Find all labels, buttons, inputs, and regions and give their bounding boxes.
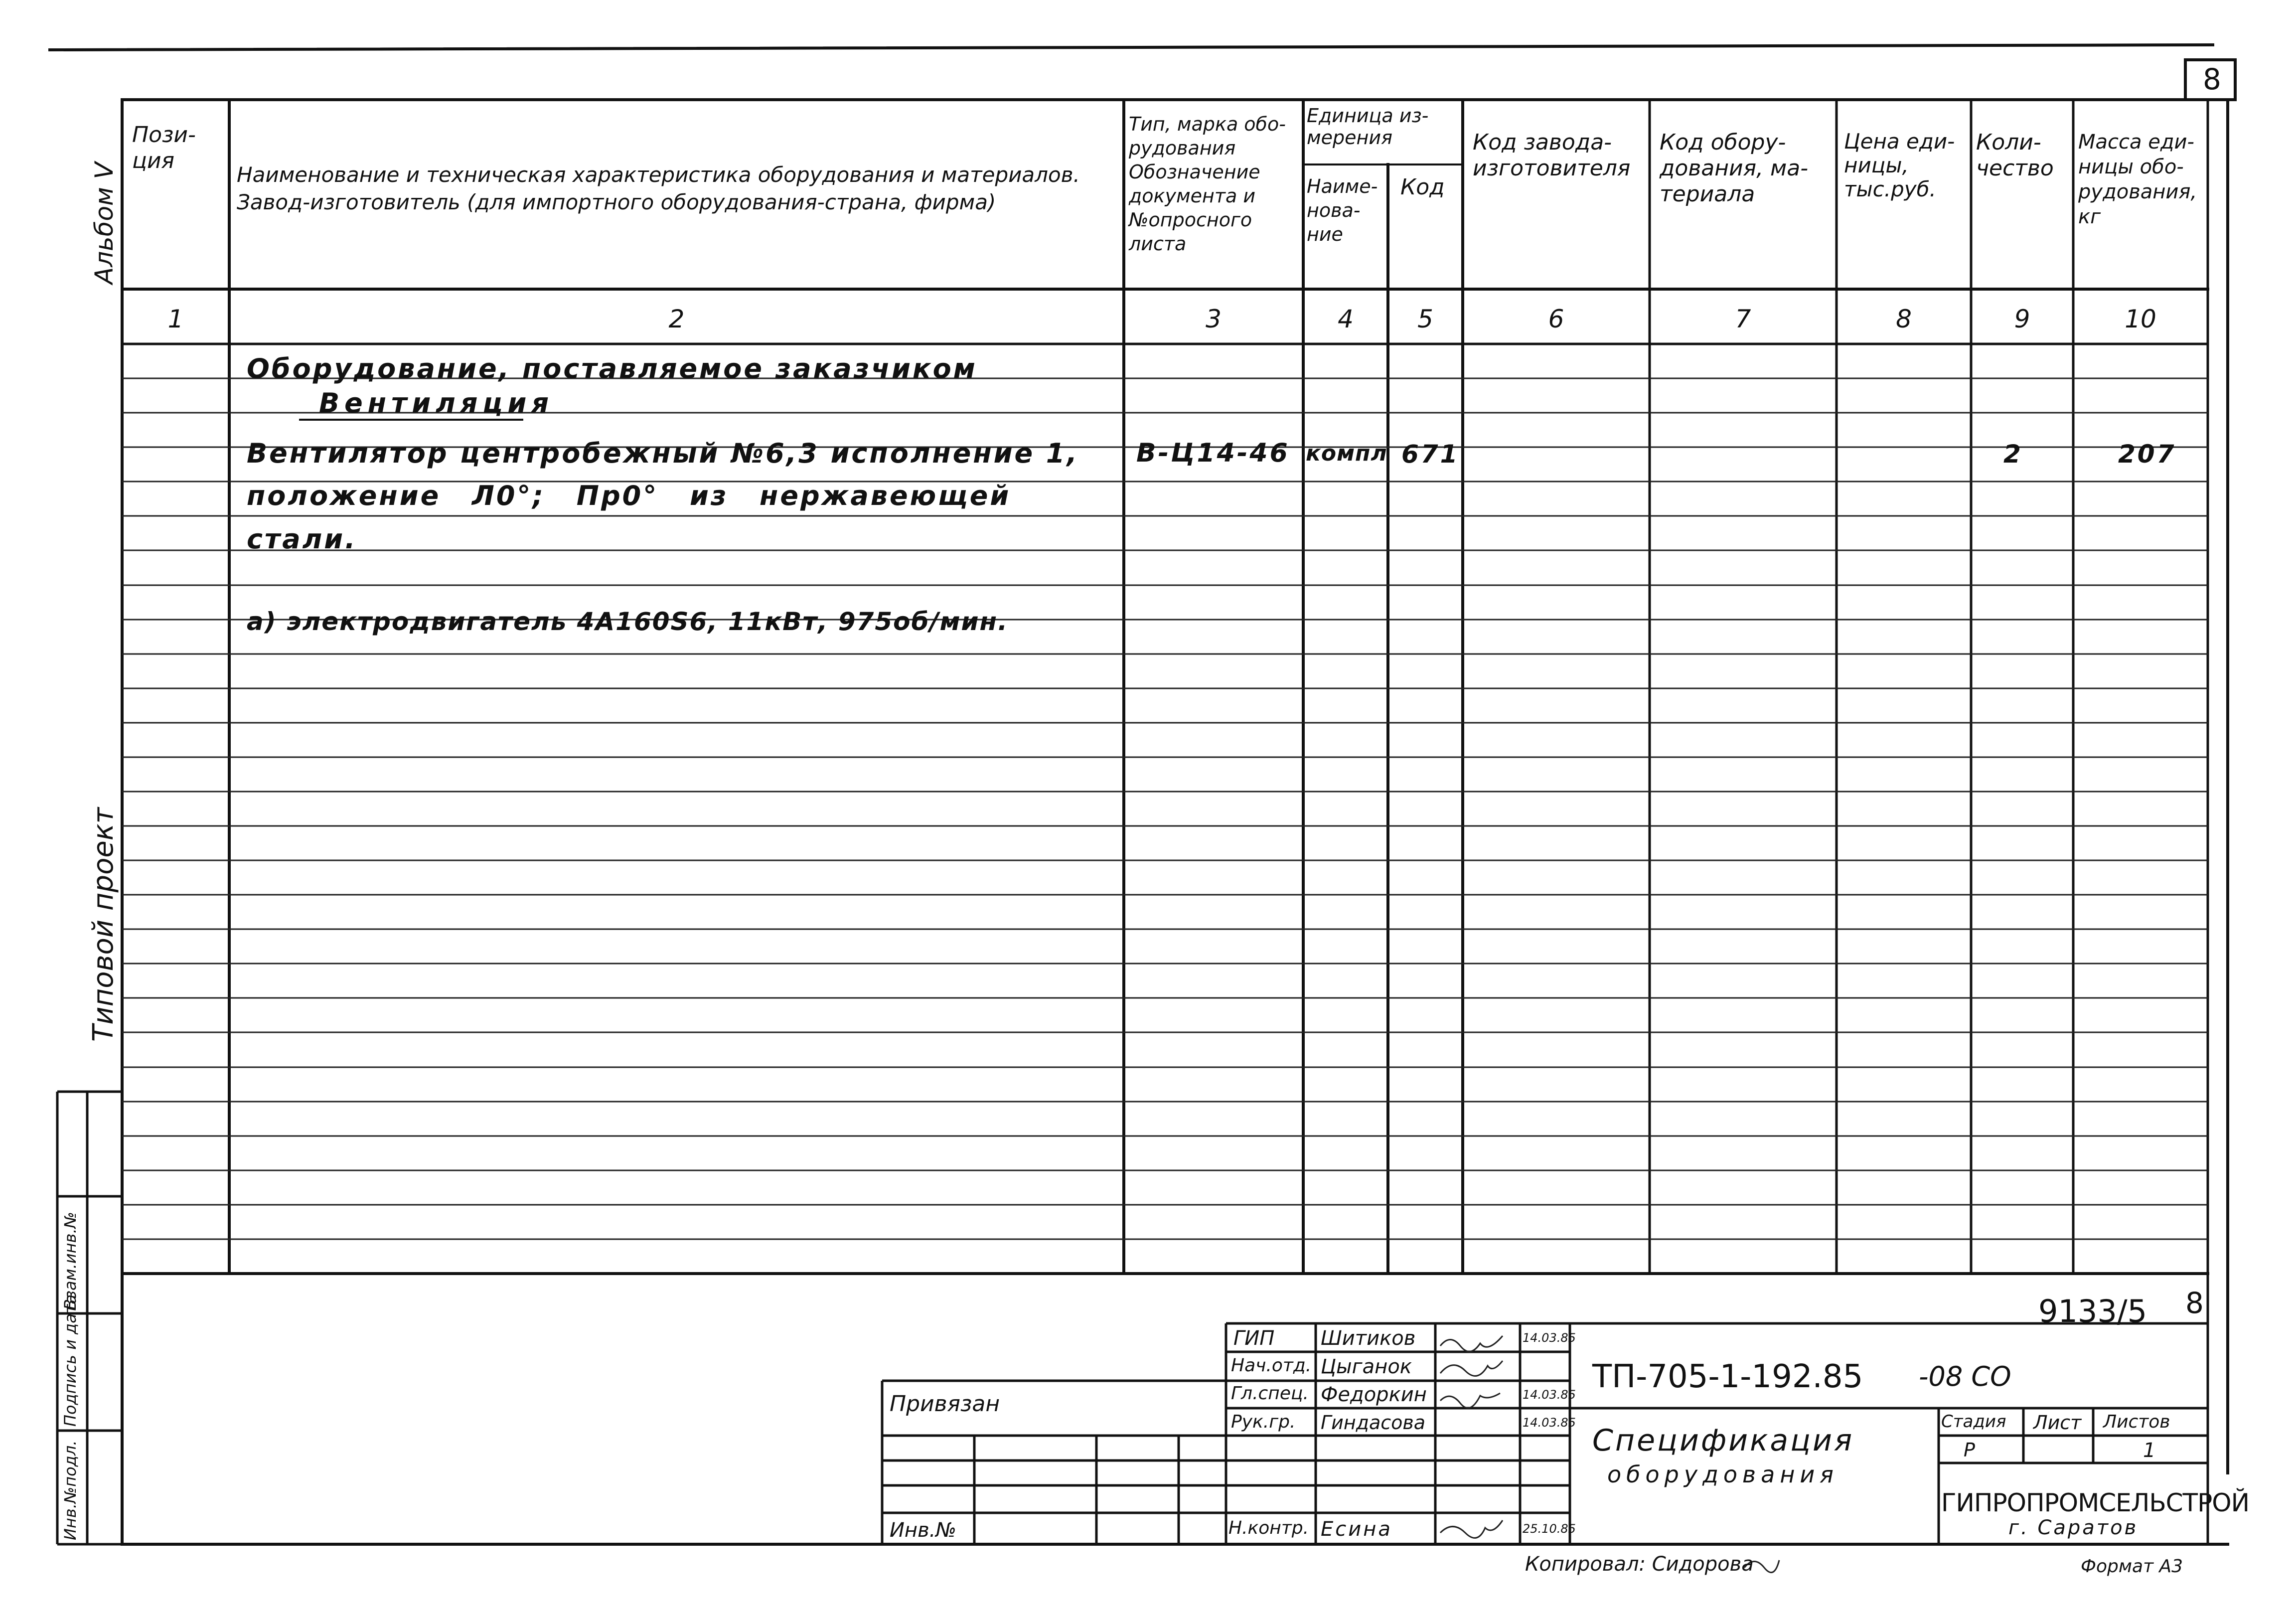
row-name: а) электродвигатель 4А160S6, 11кВт, 975об/мин. — [247, 607, 1009, 636]
signature-date-label: Подпись и дата — [61, 1294, 80, 1427]
role: ГИП — [1233, 1327, 1275, 1350]
album-label: Альбом V — [90, 162, 119, 284]
row-name: Вентиляция — [319, 387, 554, 419]
doc-title-line2: оборудования — [1607, 1461, 1838, 1488]
inv-no-label: Инв.№ — [890, 1519, 956, 1542]
replaces-inv-label: Взам.инв.№ — [61, 1212, 80, 1310]
sheets-label: Листов — [2103, 1412, 2170, 1432]
sheets-value: 1 — [2143, 1439, 2156, 1462]
stage-value: Р — [1964, 1439, 1975, 1461]
row-mass: 207 — [2118, 440, 2176, 469]
header-name-line2: Завод-изготовитель (для импортного оборудования-страна, фирма) — [237, 190, 996, 214]
header-unit: Единица из-мерения — [1307, 105, 1429, 149]
col-number: 2 — [668, 305, 685, 333]
sheet-label: Лист — [2033, 1412, 2082, 1434]
role: Гл.спец. — [1231, 1383, 1309, 1404]
header-type: Тип, марка обо-рудования Обозначение документа и №опросного листа — [1129, 113, 1286, 255]
doc-number: 9133/5 — [2038, 1293, 2147, 1329]
doc-title-line1: Спецификация — [1592, 1423, 1854, 1458]
role-name: Шитиков — [1321, 1327, 1416, 1350]
inv-original-label: Инв.№подл. — [61, 1440, 80, 1540]
col-number: 6 — [1548, 305, 1564, 333]
header-mass: Масса еди-ницы обо-рудования, кг — [2078, 131, 2197, 228]
header-position: Пози-ция — [132, 122, 196, 173]
role-date: 14.03.85 — [1523, 1388, 1576, 1402]
col-number: 9 — [2014, 305, 2030, 333]
row-name: положение Л0°; Пр0° из нержавеющей — [247, 480, 1011, 511]
header-equipment-code: Код обору-дования, ма-териала — [1660, 130, 1809, 207]
doc-sheet: 8 — [2185, 1286, 2204, 1320]
role-name: Федоркин — [1321, 1383, 1427, 1406]
col-number: 5 — [1417, 305, 1433, 333]
header-unit-code: Код — [1400, 174, 1445, 200]
bound-label: Привязан — [890, 1391, 1000, 1417]
role-date: 14.03.85 — [1523, 1331, 1576, 1345]
row-type: В-Ц14-46 — [1136, 438, 1290, 468]
stage-label: Стадия — [1941, 1412, 2006, 1432]
sheet-number: 8 — [2203, 62, 2221, 96]
row-qty: 2 — [2003, 440, 2023, 469]
role: Рук.гр. — [1231, 1412, 1296, 1432]
role-name: Гиндасова — [1321, 1412, 1426, 1434]
format-label: Формат А3 — [2081, 1556, 2183, 1577]
role-name: Есина — [1321, 1518, 1392, 1541]
row-name: Вентилятор центробежный №6,3 исполнение 1, — [247, 438, 1079, 469]
col-number: 3 — [1206, 305, 1222, 333]
role: Нач.отд. — [1231, 1355, 1312, 1376]
copied-by: Копировал: Сидорова — [1525, 1553, 1754, 1576]
row-name: Оборудование, поставляемое заказчиком — [247, 353, 977, 384]
header-name-line1: Наименование и техническая характеристика оборудования и материалов. — [237, 162, 1080, 187]
org-city: г. Саратов — [2008, 1516, 2139, 1539]
col-number: 4 — [1338, 305, 1354, 333]
col-number: 1 — [167, 305, 184, 333]
org-name: ГИПРОПРОМСЕЛЬСТРОЙ — [1941, 1488, 2250, 1517]
header-quantity: Коли-чество — [1976, 130, 2054, 181]
header-price: Цена еди-ницы, тыс.руб. — [1844, 129, 1955, 201]
doc-code-suffix: -08 СО — [1919, 1361, 2011, 1392]
row-code: 671 — [1401, 440, 1460, 469]
row-name: стали. — [247, 523, 357, 555]
doc-code: ТП-705-1-192.85 — [1592, 1358, 1863, 1395]
role-date: 14.03.85 — [1523, 1416, 1576, 1430]
project-label: Типовой проект — [87, 807, 120, 1042]
col-number: 8 — [1896, 305, 1912, 333]
col-number: 10 — [2125, 305, 2156, 333]
row-unit: компл — [1306, 441, 1387, 466]
header-unit-name: Наиме-нова-ние — [1307, 175, 1378, 245]
role-date: 25.10.85 — [1523, 1522, 1576, 1536]
role-name: Цыганок — [1321, 1355, 1412, 1378]
role: Н.контр. — [1228, 1518, 1309, 1538]
header-plant-code: Код завода-изготовителя — [1473, 130, 1631, 181]
col-number: 7 — [1735, 305, 1751, 333]
